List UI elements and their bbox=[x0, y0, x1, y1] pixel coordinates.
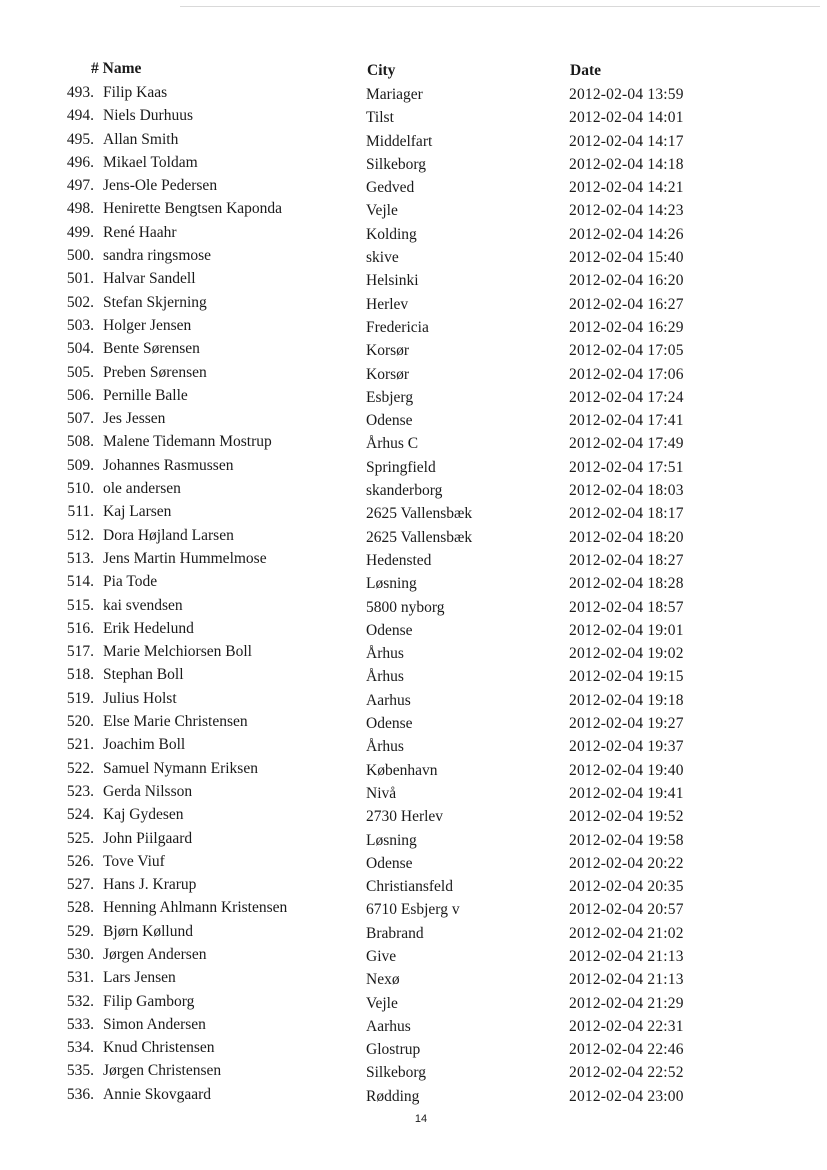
row-date: 2012-02-04 16:20 bbox=[569, 272, 684, 290]
row-date: 2012-02-04 21:13 bbox=[569, 947, 684, 965]
row-name: Joachim Boll bbox=[103, 736, 186, 754]
row-city: Gedved bbox=[366, 179, 415, 197]
row-city: Middelfart bbox=[366, 132, 433, 150]
row-name: Lars Jensen bbox=[103, 969, 176, 987]
table-row bbox=[0, 783, 827, 806]
table-row bbox=[0, 806, 827, 829]
table-row bbox=[0, 550, 827, 573]
row-number: 493. bbox=[66, 84, 94, 101]
table-row bbox=[0, 340, 827, 363]
row-name: Gerda Nilsson bbox=[103, 782, 193, 800]
table-row bbox=[0, 597, 827, 620]
row-city: 5800 nyborg bbox=[366, 598, 445, 616]
row-number: 495. bbox=[66, 130, 94, 148]
row-city: Nexø bbox=[366, 971, 400, 989]
row-city: København bbox=[366, 761, 438, 779]
row-date: 2012-02-04 19:15 bbox=[569, 668, 684, 686]
row-date: 2012-02-04 14:01 bbox=[569, 109, 684, 127]
table-row bbox=[0, 364, 827, 387]
row-name: Simon Andersen bbox=[103, 1015, 206, 1033]
row-date: 2012-02-04 15:40 bbox=[569, 249, 684, 267]
row-date: 2012-02-04 19:41 bbox=[569, 784, 684, 802]
row-number: 508. bbox=[66, 433, 94, 451]
row-city: 2730 Herlev bbox=[366, 808, 444, 826]
row-date: 2012-02-04 19:52 bbox=[569, 808, 684, 826]
row-number: 497. bbox=[66, 177, 94, 195]
table-row bbox=[0, 503, 827, 526]
row-number: 532. bbox=[66, 992, 94, 1010]
table-row bbox=[0, 224, 827, 247]
table-row bbox=[0, 690, 827, 713]
row-number: 515. bbox=[66, 596, 94, 614]
row-date: 2012-02-04 19:58 bbox=[569, 831, 684, 849]
table-row bbox=[0, 899, 827, 922]
row-number: 501. bbox=[66, 270, 94, 288]
row-number: 523. bbox=[66, 782, 94, 800]
row-number: 517. bbox=[66, 643, 94, 661]
row-date: 2012-02-04 17:05 bbox=[569, 342, 684, 360]
row-name: Malene Tidemann Mostrup bbox=[103, 433, 272, 451]
row-city: Mariager bbox=[366, 86, 423, 103]
row-date: 2012-02-04 17:24 bbox=[569, 388, 684, 406]
row-name: René Haahr bbox=[103, 223, 177, 241]
row-number: 511. bbox=[67, 503, 94, 521]
row-name: Henning Ahlmann Kristensen bbox=[103, 899, 288, 917]
row-date: 2012-02-04 17:49 bbox=[569, 435, 684, 453]
row-date: 2012-02-04 19:40 bbox=[569, 761, 684, 779]
row-city: Silkeborg bbox=[366, 155, 426, 173]
row-city: Silkeborg bbox=[366, 1064, 426, 1082]
row-date: 2012-02-04 17:51 bbox=[569, 458, 684, 476]
table-row bbox=[0, 876, 827, 899]
table-row bbox=[0, 84, 827, 107]
table-row bbox=[0, 1016, 827, 1039]
table-row bbox=[0, 317, 827, 340]
row-date: 2012-02-04 14:17 bbox=[569, 132, 684, 150]
row-name: Tove Viuf bbox=[103, 852, 165, 870]
row-date: 2012-02-04 18:20 bbox=[569, 528, 684, 546]
row-city: Hedensted bbox=[366, 551, 432, 569]
row-date: 2012-02-04 18:03 bbox=[569, 482, 684, 500]
table-row bbox=[0, 480, 827, 503]
table-row bbox=[0, 736, 827, 759]
row-city: Rødding bbox=[366, 1087, 420, 1105]
row-date: 2012-02-04 23:00 bbox=[569, 1087, 684, 1105]
table-row bbox=[0, 1086, 827, 1109]
table-row bbox=[0, 666, 827, 689]
row-city: Aarhus bbox=[366, 1017, 411, 1035]
row-name: Erik Hedelund bbox=[103, 619, 194, 637]
table-row bbox=[0, 1039, 827, 1062]
row-number: 505. bbox=[66, 363, 94, 381]
row-number: 502. bbox=[66, 293, 94, 311]
row-name: Pernille Balle bbox=[103, 386, 188, 404]
table-row bbox=[0, 294, 827, 317]
row-name: Halvar Sandell bbox=[103, 270, 196, 288]
row-number: 534. bbox=[66, 1039, 94, 1057]
row-number: 525. bbox=[66, 829, 94, 847]
row-name: John Piilgaard bbox=[103, 829, 193, 847]
table-row bbox=[0, 620, 827, 643]
row-date: 2012-02-04 14:26 bbox=[569, 225, 684, 243]
row-name: kai svendsen bbox=[103, 596, 183, 614]
row-name: Pia Tode bbox=[103, 573, 158, 591]
row-date: 2012-02-04 21:29 bbox=[569, 994, 684, 1012]
row-number: 527. bbox=[66, 876, 94, 894]
row-date: 2012-02-04 20:22 bbox=[569, 854, 684, 872]
row-city: Odense bbox=[366, 854, 413, 872]
row-name: Filip Gamborg bbox=[103, 992, 195, 1010]
row-name: Preben Sørensen bbox=[103, 363, 207, 381]
row-city: Brabrand bbox=[366, 924, 424, 942]
row-name: Stefan Skjerning bbox=[103, 293, 207, 311]
row-date: 2012-02-04 14:18 bbox=[569, 155, 684, 173]
row-name: Jes Jessen bbox=[103, 410, 166, 428]
table-row bbox=[0, 433, 827, 456]
row-date: 2012-02-04 21:13 bbox=[569, 971, 684, 989]
row-number: 531. bbox=[66, 969, 94, 987]
row-date: 2012-02-04 14:23 bbox=[569, 202, 684, 220]
row-date: 2012-02-04 18:57 bbox=[569, 598, 684, 616]
row-number: 499. bbox=[66, 223, 94, 241]
row-city: Århus bbox=[366, 668, 404, 686]
row-date: 2012-02-04 21:02 bbox=[569, 924, 684, 942]
row-city: Kolding bbox=[366, 225, 417, 243]
row-number: 500. bbox=[66, 247, 94, 265]
row-city: Århus bbox=[366, 645, 404, 663]
row-date: 2012-02-04 18:28 bbox=[569, 575, 684, 593]
row-number: 506. bbox=[66, 386, 94, 404]
row-number: 509. bbox=[66, 456, 94, 474]
row-date: 2012-02-04 22:52 bbox=[569, 1064, 684, 1082]
row-date: 2012-02-04 14:21 bbox=[569, 179, 684, 197]
row-number: 498. bbox=[66, 200, 94, 218]
row-name: Henirette Bengtsen Kaponda bbox=[103, 200, 283, 218]
row-name: Knud Christensen bbox=[103, 1039, 215, 1057]
row-name: Jens-Ole Pedersen bbox=[103, 177, 218, 195]
row-name: Niels Durhuus bbox=[103, 107, 193, 125]
row-city: Nivå bbox=[366, 784, 397, 802]
row-city: Odense bbox=[366, 715, 413, 733]
row-date: 2012-02-04 20:57 bbox=[569, 901, 684, 919]
row-city: Christiansfeld bbox=[366, 878, 453, 896]
row-name: Bjørn Køllund bbox=[103, 922, 193, 940]
row-number: 524. bbox=[66, 806, 94, 824]
row-city: Odense bbox=[366, 621, 413, 639]
header-city: City bbox=[367, 62, 396, 79]
row-name: Julius Holst bbox=[103, 689, 177, 707]
row-date: 2012-02-04 20:35 bbox=[569, 878, 684, 896]
row-name: Jørgen Christensen bbox=[103, 1062, 222, 1080]
table-row bbox=[0, 270, 827, 293]
row-city: Løsning bbox=[366, 831, 417, 849]
row-date: 2012-02-04 18:27 bbox=[569, 551, 684, 569]
row-number: 512. bbox=[66, 526, 94, 544]
table-row bbox=[0, 387, 827, 410]
row-city: 2625 Vallensbæk bbox=[366, 528, 473, 546]
row-city: Fredericia bbox=[366, 318, 429, 336]
row-name: Hans J. Krarup bbox=[103, 876, 197, 894]
row-number: 510. bbox=[66, 480, 94, 498]
row-number: 533. bbox=[66, 1015, 94, 1033]
row-name: Kaj Larsen bbox=[103, 503, 172, 521]
row-city: Vejle bbox=[366, 202, 398, 220]
row-city: skive bbox=[366, 249, 399, 267]
row-name: Annie Skovgaard bbox=[103, 1085, 212, 1103]
row-city: Herlev bbox=[366, 295, 409, 313]
table-row bbox=[0, 1062, 827, 1085]
table-row bbox=[0, 923, 827, 946]
table-row bbox=[0, 643, 827, 666]
row-city: 2625 Vallensbæk bbox=[366, 505, 473, 523]
row-name: Allan Smith bbox=[103, 130, 179, 148]
row-city: Helsinki bbox=[366, 272, 419, 290]
row-date: 2012-02-04 19:18 bbox=[569, 691, 684, 709]
row-number: 516. bbox=[66, 619, 94, 637]
table-row bbox=[0, 993, 827, 1016]
row-city: Give bbox=[366, 947, 397, 965]
row-name: Filip Kaas bbox=[103, 84, 168, 101]
table-row bbox=[0, 200, 827, 223]
table-row bbox=[0, 713, 827, 736]
row-number: 522. bbox=[66, 759, 94, 777]
table-row bbox=[0, 573, 827, 596]
row-name: Jørgen Andersen bbox=[103, 945, 207, 963]
table-row bbox=[0, 760, 827, 783]
row-date: 2012-02-04 19:27 bbox=[569, 715, 684, 733]
row-date: 2012-02-04 16:29 bbox=[569, 318, 684, 336]
row-city: Springfield bbox=[366, 458, 436, 476]
table-row bbox=[0, 177, 827, 200]
header-date: Date bbox=[570, 62, 601, 79]
table-row bbox=[0, 830, 827, 853]
scan-edge-line bbox=[180, 6, 820, 7]
row-name: Holger Jensen bbox=[103, 316, 192, 334]
row-date: 2012-02-04 19:01 bbox=[569, 621, 684, 639]
row-number: 496. bbox=[66, 153, 94, 171]
row-city: Løsning bbox=[366, 575, 417, 593]
row-number: 520. bbox=[66, 713, 94, 731]
row-date: 2012-02-04 16:27 bbox=[569, 295, 684, 313]
row-city: Glostrup bbox=[366, 1041, 421, 1059]
row-number: 504. bbox=[66, 340, 94, 358]
page-number: 14 bbox=[414, 1113, 428, 1125]
row-city: Århus bbox=[366, 738, 404, 756]
row-number: 507. bbox=[66, 410, 94, 428]
row-name: Marie Melchiorsen Boll bbox=[103, 643, 252, 661]
row-city: skanderborg bbox=[366, 482, 443, 500]
table-row bbox=[0, 154, 827, 177]
table-row bbox=[0, 131, 827, 154]
table-header bbox=[0, 60, 827, 82]
row-name: Bente Sørensen bbox=[103, 340, 200, 358]
row-name: ole andersen bbox=[103, 480, 181, 498]
table-row bbox=[0, 107, 827, 130]
row-city: Aarhus bbox=[366, 691, 411, 709]
row-number: 513. bbox=[66, 549, 94, 567]
row-city: Esbjerg bbox=[366, 388, 414, 406]
row-number: 535. bbox=[66, 1062, 94, 1080]
row-number: 529. bbox=[66, 922, 94, 940]
row-city: 6710 Esbjerg v bbox=[366, 901, 460, 919]
row-number: 514. bbox=[66, 573, 94, 591]
row-name: Samuel Nymann Eriksen bbox=[103, 759, 258, 777]
row-date: 2012-02-04 13:59 bbox=[569, 86, 684, 103]
row-name: Mikael Toldam bbox=[103, 153, 198, 171]
row-city: Vejle bbox=[366, 994, 398, 1012]
table-row bbox=[0, 527, 827, 550]
row-number: 530. bbox=[66, 945, 94, 963]
row-city: Odense bbox=[366, 412, 413, 430]
row-name: Johannes Rasmussen bbox=[103, 456, 234, 474]
table-row bbox=[0, 853, 827, 876]
row-date: 2012-02-04 22:46 bbox=[569, 1041, 684, 1059]
row-number: 503. bbox=[66, 316, 94, 334]
row-city: Århus C bbox=[366, 435, 419, 453]
row-name: Else Marie Christensen bbox=[103, 713, 248, 731]
row-date: 2012-02-04 22:31 bbox=[569, 1017, 684, 1035]
row-date: 2012-02-04 19:02 bbox=[569, 645, 684, 663]
row-number: 494. bbox=[66, 107, 94, 125]
row-date: 2012-02-04 17:41 bbox=[569, 412, 684, 430]
row-name: Kaj Gydesen bbox=[103, 806, 184, 824]
table-row bbox=[0, 969, 827, 992]
row-number: 518. bbox=[66, 666, 94, 684]
row-number: 526. bbox=[66, 852, 94, 870]
row-city: Korsør bbox=[366, 365, 410, 383]
table-row bbox=[0, 247, 827, 270]
table-row bbox=[0, 946, 827, 969]
table-row bbox=[0, 410, 827, 433]
signature-list bbox=[0, 84, 827, 1109]
header-number-name: # Name bbox=[91, 60, 142, 77]
row-date: 2012-02-04 19:37 bbox=[569, 738, 684, 756]
table-row bbox=[0, 457, 827, 480]
row-number: 528. bbox=[66, 899, 94, 917]
row-name: Jens Martin Hummelmose bbox=[103, 549, 267, 567]
row-name: Stephan Boll bbox=[103, 666, 184, 684]
row-number: 536. bbox=[66, 1085, 94, 1103]
row-number: 519. bbox=[66, 689, 94, 707]
row-city: Tilst bbox=[366, 109, 394, 127]
row-date: 2012-02-04 17:06 bbox=[569, 365, 684, 383]
row-city: Korsør bbox=[366, 342, 410, 360]
row-name: sandra ringsmose bbox=[103, 247, 212, 265]
row-date: 2012-02-04 18:17 bbox=[569, 505, 684, 523]
row-number: 521. bbox=[66, 736, 94, 754]
row-name: Dora Højland Larsen bbox=[103, 526, 234, 544]
